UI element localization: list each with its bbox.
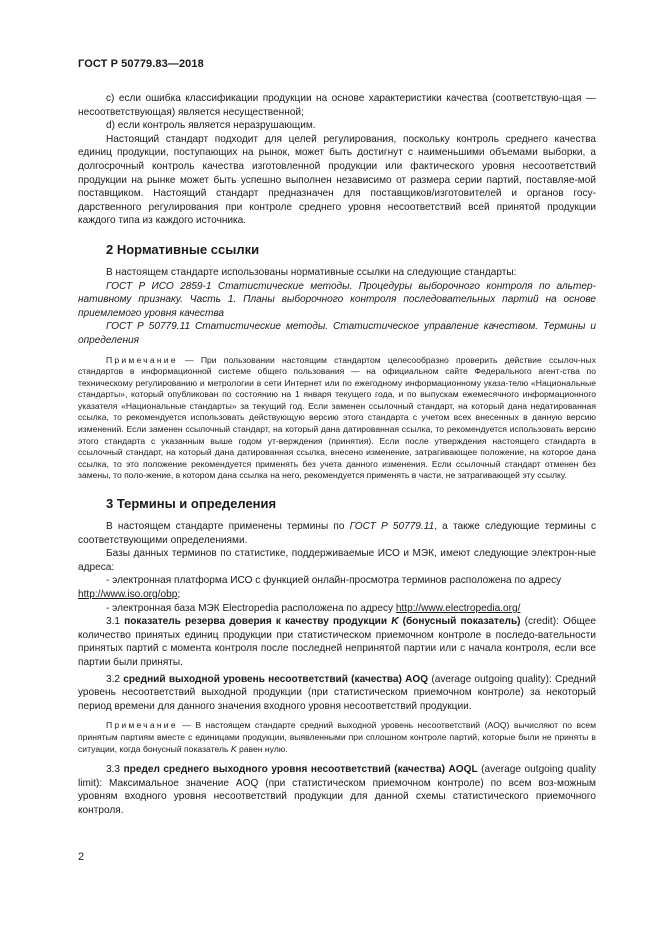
term-definition: (credit): Общее количество принятых единиц продукции при статистическом приемочном контроле в последо-вательности принятых партий с момента контроля после последней непринятой партии или с начала контроля, если все партии были приняты. [78,616,597,668]
section-2-note [78,355,596,483]
note-symbol-k: K [230,743,237,754]
document-id-header: ГОСТ Р 50779.83—2018 [78,58,204,70]
intro-paragraph: Настоящий стандарт подходит для целей регулирования, поскольку контроль среднего качества единиц продукции, поступающих на рынок, может быть достигнут с наименьшими объемами выборки, а долгосрочный контроль качества изготовленной продукции или фактического уровня несоответствий продукции на рынке может быть успешно выполнен независимо от размера серии партий, поставляе-мой поставщиком. Настоящий стандарт предназначен для поставщиков/изготовителей и органов госу-дарственного регулирования при контроле среднего уровня несоответствий всей принятой продукции каждого типа из каждого источника. [78,133,596,227]
document-page [78,58,596,818]
section-3-intro [78,520,596,547]
iso-obp-link[interactable]: http://www.iso.org/obp [78,589,178,600]
term-3-2 [78,673,596,714]
term-number: 3.3 [106,764,124,776]
note-text: — При пользовании настоящим стандартом целесообразно проверить действие ссылоч-ных стандартов в информационной системе общего пользования — на официальном сайте Федерального агент-ства по техническому регулированию и метрологии в сети Интернет или по ежегодному информационному указа-телю «Национальные стандарты», который опубликован по состоянию на 1 января текущего года, и по выпускам ежемесячного информационного указателя «Национальные стандарты» за текущий год. Если заменен ссылочный стандарт, на который дана недатированная ссылка, то рекомендуется использовать действующую версию этого стандарта с учетом всех внесенных в данную версию изменений. Если заменен ссылочный стандарт, на который дана датированная ссылка, то рекомендуется использовать версию этого стандарта с указанным выше годом ут-верждения (принятия). Если после утверждения настоящего стандарта в ссылочный стандарт, на который дана датированная ссылка, внесено изменение, затрагивающее положение, на которое дана ссылка, то это положение рекомендуется применять без учета данного изменения. Если ссылочный стандарт отменен без замены, то поло-жение, в котором дана ссылка на него, рекомендуется применять в части, не затрагивающей эту ссылку. [78,354,596,481]
section-2-heading: 2 Нормативные ссылки [106,241,260,257]
standard-reference: ГОСТ Р 50779.11 [349,521,435,533]
intro-item-c: c) если ошибка классификации продукции на основе характеристики качества (соответствую-щая — несоответствующая) является несущественной; [78,93,596,118]
term-symbol-k: K [391,616,399,628]
term-title [124,616,520,627]
iso-database-text: - электронная платформа ИСО с функцией онлайн-просмотра терминов расположена по адресу [106,575,562,587]
term-definition: (average outgoing quality): Средний уровень несоответствий выходной продукции (при статистическом приемочном контроле) за некоторый период времени для данного значения входного уровня несоответствий продукции. [78,673,597,712]
note-label: Примечание [106,354,178,365]
section-3-note [78,720,596,755]
term-definition: (average outgoing quality limit): Максимальное значение AOQ (при статистическом приемочном контроле) по всем воз-можным уровням входного уровня несоответствий продукции для данной схемы статистического приемочного контроля. [78,764,596,816]
electropedia-link[interactable]: http://www.electropedia.org/ [395,602,521,614]
normative-reference-1: ГОСТ Р ИСО 2859-1 Статистические методы. Процедуры выборочного контроля по альтер-нативному признаку. Часть 1. Планы выборочного контроля последовательных партий на основе приемлемого уровня качества [78,280,596,319]
iso-database-tail: ; [177,589,181,600]
term-3-1 [78,615,596,669]
section-3-heading: 3 Термины и определения [106,496,277,512]
intro-text-tail: , а также следующие термины с соответствующими определениями. [78,521,596,546]
term-title-text: показатель резерва доверия к качеству продукции [124,616,392,628]
term-title: предел среднего выходного уровня несоответствий (качества) AOQL [123,764,478,776]
iec-database-line [78,602,596,616]
page-number: 2 [78,851,85,863]
intro-text: В настоящем стандарте применены термины по [106,521,350,533]
iec-database-text: - электронная база МЭК Electropedia расположена по адресу [106,602,396,614]
note-text-tail: равен нулю. [236,743,288,754]
note-label: Примечание [106,720,178,731]
term-title: средний выходной уровень несоответствий (качества) AOQ [123,673,429,685]
term-number: 3.2 [106,673,124,685]
term-number: 3.1 [106,616,125,628]
normative-reference-2: ГОСТ Р 50779.11 Статистические методы. Статистическое управление качеством. Термины и определения [78,321,596,346]
iso-database-line [78,574,596,601]
section-2-lead: В настоящем стандарте использованы нормативные ссылки на следующие стандарты: [106,266,517,278]
term-title-suffix: (бонусный показатель) [398,616,521,628]
term-3-3 [78,763,596,817]
intro-item-d: d) если контроль является неразрушающим. [106,120,316,132]
note-text: — В настоящем стандарте средний выходной уровень несоответствий (AOQ) вычисляют по всем принятым партиям вместе с единицами продукции, выявленными при сплошном контроле партий, которые были не приняты в ситуации, когда бонусный показатель [78,720,596,754]
term-databases-paragraph: Базы данных терминов по статистике, поддерживаемые ИСО и МЭК, имеют следующие электрон-ные адреса: [78,548,596,573]
